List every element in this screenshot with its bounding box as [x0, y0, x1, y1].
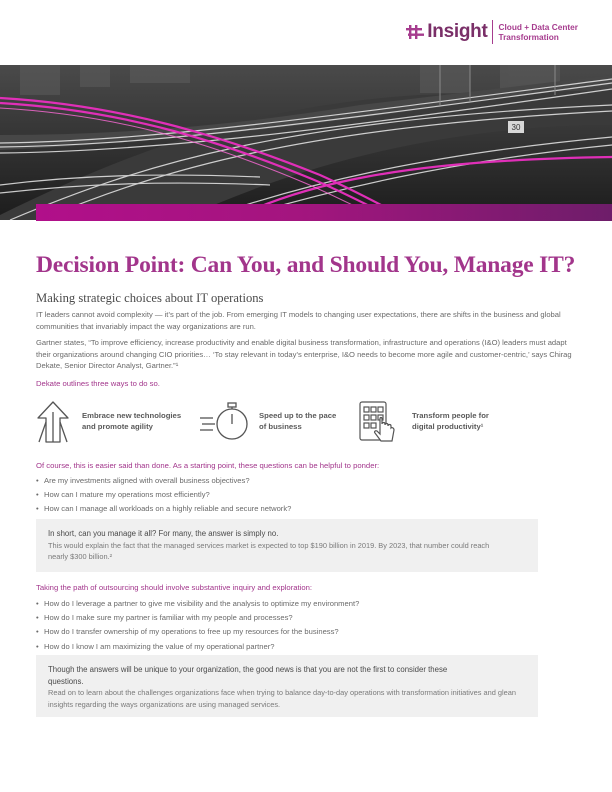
list-item: • How can I manage all workloads on a highly reliable and secure network?	[36, 502, 576, 516]
way-label-agility	[82, 410, 202, 432]
way-item-agility	[36, 400, 196, 448]
outsourcing-intro: Taking the path of outsourcing should involve substantive inquiry and exploration:	[36, 583, 313, 592]
stopwatch-icon	[198, 400, 250, 444]
hero-image	[0, 65, 612, 220]
callout-body: This would explain the fact that the managed services market is expected to top $190 billion in 2019. By 2023, that number could reach nearly $300 billion.²	[48, 540, 490, 561]
page-title: Decision Point: Can You, and Should You, Manage IT?	[36, 252, 576, 278]
brand-logo	[406, 18, 578, 46]
callout-body: Read on to learn about the challenges organizations face when trying to balance day-to-day operations with transformation initiatives and glean insights regarding the ways organizations are using managed services.	[48, 688, 516, 709]
page-subtitle: Making strategic choices about IT operations	[36, 291, 264, 305]
list-item: • How do I know I am maximizing the value of my operational partner?	[36, 640, 576, 654]
ponder-intro: Of course, this is easier said than done. As a starting point, these questions can be helpful to ponder:	[36, 461, 380, 470]
way-label-line1: Embrace new technologies	[82, 411, 182, 420]
list-item: • Are my investments aligned with overall business objectives?	[36, 474, 576, 488]
way-item-people	[358, 400, 558, 448]
list-item: • How do I leverage a partner to give me visibility and the analysis to optimize my environment?	[36, 597, 576, 611]
ponder-question-list	[36, 474, 576, 517]
way-label-line2: and promote agility	[82, 422, 153, 431]
gartner-quote-paragraph: Gartner states, “To improve efficiency, increase productivity and enable digital business transformation, infrastructure and operations (I&O) leaders must adapt their organizations around changing CIO priorities… ‘To stay relevant in today’s enterprise, I&O needs to become more agile and customer-centric,’ says Chirag Dekate, Senior Director Analyst, Gartner.”¹	[36, 338, 572, 370]
list-item: • How do I make sure my partner is familiar with my people and processes?	[36, 611, 576, 625]
callout-lead: In short, can you manage it all? For many, the answer is simply no.	[48, 529, 279, 538]
arrows-up-icon	[36, 400, 70, 444]
way-label-line1: Transform people for	[412, 411, 489, 420]
way-label-line2: digital productivity¹	[412, 422, 484, 431]
way-item-speed	[198, 400, 358, 448]
hero-accent-bar	[36, 204, 612, 221]
brand-tagline	[498, 22, 578, 42]
dekate-line: Dekate outlines three ways to do so.	[36, 379, 160, 388]
way-label-people	[412, 410, 532, 432]
brand-name: Insight	[427, 21, 488, 42]
touch-device-icon	[358, 400, 398, 444]
callout-manage-it-all	[36, 519, 538, 572]
way-label-line2: of business	[259, 422, 302, 431]
outsourcing-question-list	[36, 597, 576, 654]
way-label-line1: Speed up to the pace	[259, 411, 337, 420]
callout-good-news	[36, 655, 538, 717]
brand-tagline-line1: Cloud + Data Center	[498, 22, 578, 32]
intro-paragraph: IT leaders cannot avoid complexity — it’s part of the job. From emerging IT models to changing user expectations, there are shifts in the business and global communities that invariably impact the way organizations are run.	[36, 310, 561, 331]
svg-text:30: 30	[511, 123, 521, 132]
list-item: • How can I mature my operations most efficiently?	[36, 488, 576, 502]
brand-tagline-line2: Transformation	[498, 32, 559, 42]
list-item: • How do I transfer ownership of my operations to free up my resources for the business?	[36, 625, 576, 639]
logo-divider	[492, 20, 493, 44]
callout-lead: Though the answers will be unique to your organization, the good news is that you are not the first to consider these questions.	[48, 665, 448, 686]
insight-logo-icon	[406, 23, 424, 41]
highway-photo-illustration	[0, 65, 612, 220]
